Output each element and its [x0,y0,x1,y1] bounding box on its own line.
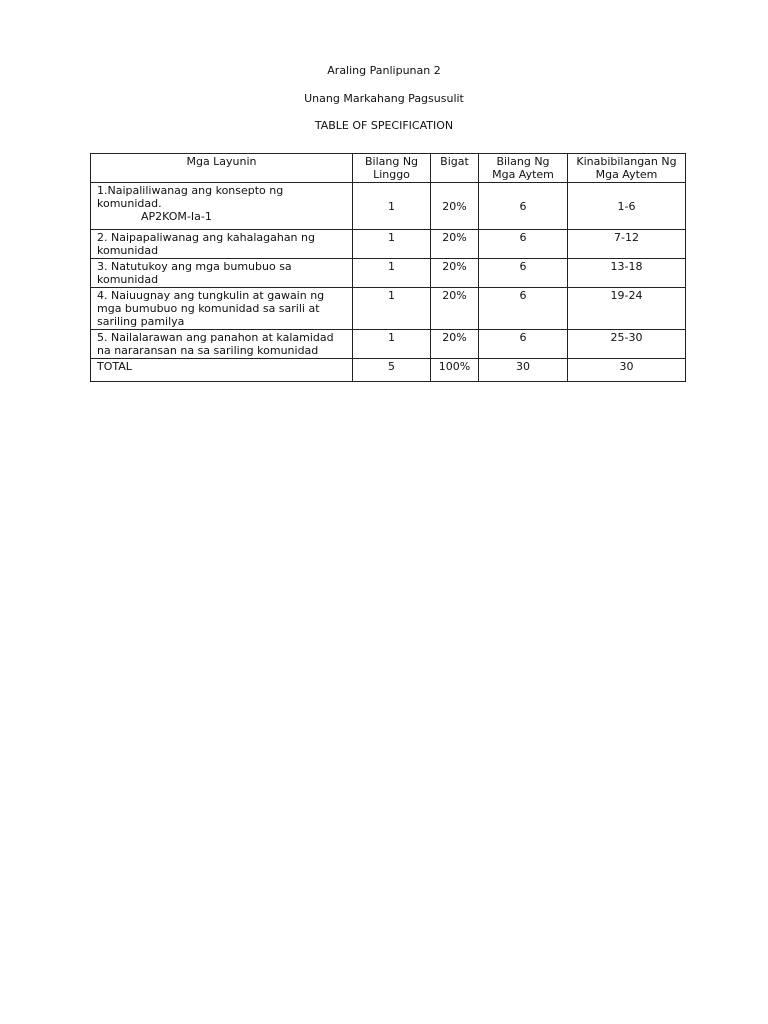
objective-cell: 3. Natutukoy ang mga bumubuo sa komunidad [91,259,353,288]
weight-cell: 20% [431,230,479,259]
placement-cell: 13-18 [568,259,686,288]
subject-heading: Araling Panlipunan 2 [327,64,441,77]
header-items: Bilang Ng Mga Aytem [479,154,568,183]
weight-cell: 20% [431,259,479,288]
placement-cell: 7-12 [568,230,686,259]
placement-cell: 19-24 [568,288,686,330]
weight-cell: 20% [431,330,479,359]
table-row [91,183,686,230]
total-items: 30 [479,359,568,382]
document-title: TABLE OF SPECIFICATION [314,119,454,132]
objective-cell: 4. Naiuugnay ang tungkulin at gawain ng mga bumubuo ng komunidad sa sarili at sariling pamilya [91,288,353,330]
items-cell: 6 [479,288,568,330]
total-weeks: 5 [353,359,431,382]
placement-cell: 25-30 [568,330,686,359]
total-placement: 30 [568,359,686,382]
total-weight: 100% [431,359,479,382]
table-row [91,330,686,359]
total-row [91,359,686,382]
table-row [91,259,686,288]
objective-cell: 5. Nailalarawan ang panahon at kalamidad na nararansan na sa sariling komunidad [91,330,353,359]
items-cell: 6 [479,259,568,288]
placement-cell: 1-6 [568,183,686,230]
objective-cell: 2. Naipapaliwanag ang kahalagahan ng komunidad [91,230,353,259]
competency-code: AP2KOM-Ia-1 [141,210,212,223]
header-weeks: Bilang Ng Linggo [353,154,431,183]
table-header-row [91,154,686,183]
header-weight: Bigat [431,154,479,183]
weeks-cell: 1 [353,330,431,359]
objective-cell [91,183,353,230]
table-row [91,230,686,259]
weight-cell: 20% [431,183,479,230]
items-cell: 6 [479,330,568,359]
specification-table [90,153,686,382]
weeks-cell: 1 [353,183,431,230]
table-row [91,288,686,330]
total-label: TOTAL [91,359,353,382]
items-cell: 6 [479,183,568,230]
header-objective: Mga Layunin [91,154,353,183]
items-cell: 6 [479,230,568,259]
objective-text: 1.Naipaliliwanag ang konsepto ng komunidad. [97,184,284,210]
weeks-cell: 1 [353,230,431,259]
weight-cell: 20% [431,288,479,330]
header-placement: Kinabibilangan Ng Mga Aytem [568,154,686,183]
exam-heading: Unang Markahang Pagsusulit [304,92,464,105]
weeks-cell: 1 [353,259,431,288]
weeks-cell: 1 [353,288,431,330]
